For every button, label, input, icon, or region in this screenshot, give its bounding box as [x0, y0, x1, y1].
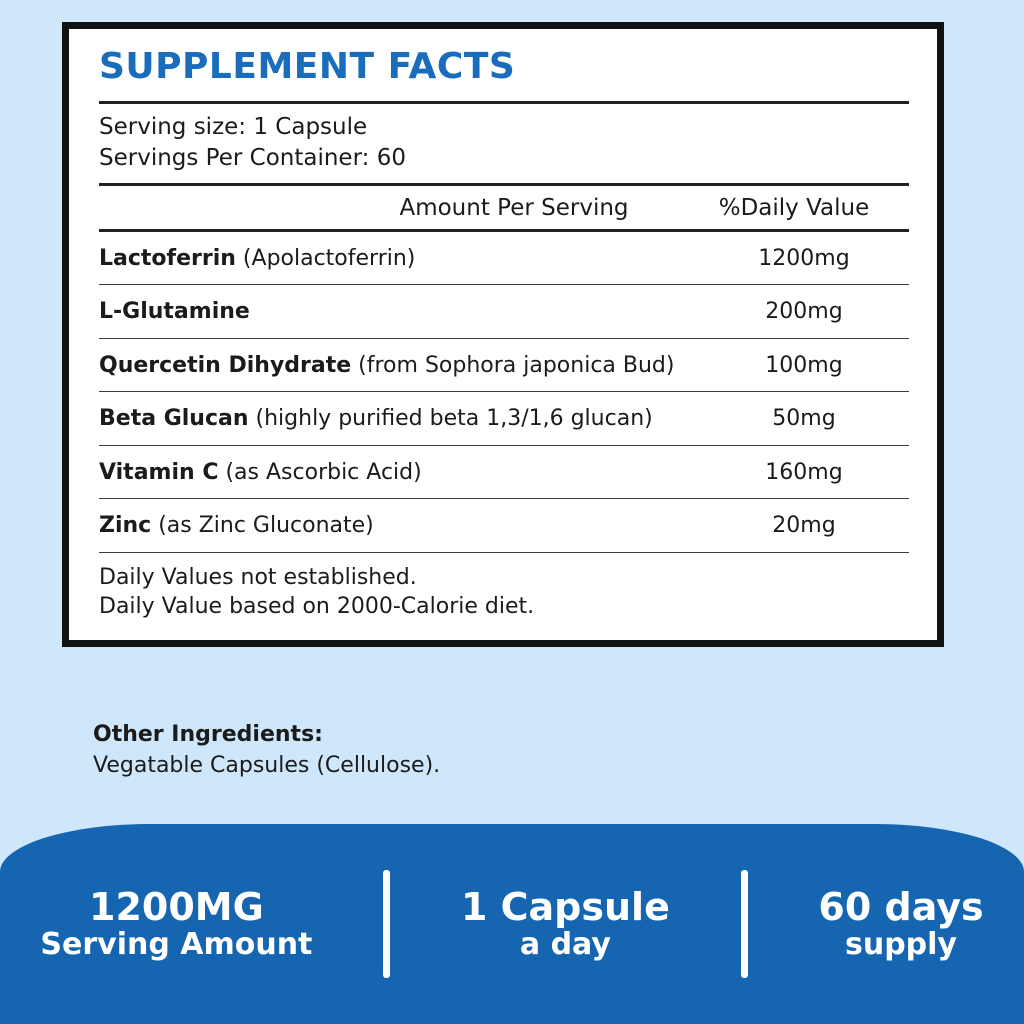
table-row — [99, 285, 909, 338]
ingredient-amount: 50mg — [772, 406, 836, 432]
banner-divider — [383, 870, 390, 978]
banner-item-supply-label: supply — [844, 927, 957, 963]
table-row — [99, 339, 909, 392]
banner-item-serving-amount — [30, 886, 322, 962]
ingredient-name-bold: L-Glutamine — [99, 299, 250, 325]
ingredient-name — [99, 512, 699, 540]
ingredient-name-detail: (highly purified beta 1,3/1,6 glucan) — [248, 406, 653, 432]
column-header-amount: Amount Per Serving — [399, 194, 629, 221]
ingredient-amount: 160mg — [765, 459, 843, 485]
ingredient-name-detail: (from Sophora japonica Bud) — [351, 352, 675, 378]
serving-info — [99, 104, 909, 183]
ingredient-name-bold: Vitamin C — [99, 459, 219, 485]
table-row — [99, 499, 909, 552]
ingredient-name — [99, 298, 699, 326]
table-row — [99, 392, 909, 445]
ingredient-name-bold: Lactoferrin — [99, 245, 236, 271]
banner-item-supply-value: 60 days — [818, 884, 984, 929]
column-headers — [99, 186, 909, 229]
other-ingredients-title: Other Ingredients: — [93, 722, 323, 747]
table-row — [99, 446, 909, 499]
footnote-calorie-diet: Daily Value based on 2000-Calorie diet. — [99, 594, 535, 620]
ingredient-name-bold: Quercetin Dihydrate — [99, 352, 352, 378]
ingredient-name-detail: (as Ascorbic Acid) — [218, 459, 422, 485]
ingredient-amount: 20mg — [772, 513, 836, 539]
ingredient-amount: 1200mg — [758, 245, 850, 271]
serving-size: Serving size: 1 Capsule — [99, 113, 368, 140]
page-title: SUPPLEMENT FACTS — [99, 46, 516, 87]
ingredient-amount: 200mg — [765, 299, 843, 325]
column-header-daily-value: %Daily Value — [718, 194, 870, 221]
table-row — [99, 232, 909, 285]
bottom-banner — [0, 824, 1024, 1024]
ingredient-name — [99, 245, 699, 273]
other-ingredients — [93, 720, 953, 782]
banner-item-serving-amount-label: Serving Amount — [40, 927, 313, 963]
ingredient-name-detail: (as Zinc Gluconate) — [151, 513, 374, 539]
supplement-facts-panel — [62, 22, 944, 647]
banner-item-dosage — [451, 886, 680, 962]
ingredient-name — [99, 405, 699, 433]
footnotes — [99, 553, 909, 626]
banner-item-serving-amount-value: 1200MG — [89, 884, 264, 929]
ingredient-name-detail: (Apolactoferrin) — [235, 245, 416, 271]
ingredient-name-bold: Zinc — [99, 513, 152, 539]
banner-item-dosage-label: a day — [519, 927, 611, 963]
ingredient-name-bold: Beta Glucan — [99, 406, 249, 432]
banner-item-dosage-value: 1 Capsule — [460, 884, 670, 929]
footnote-daily-values: Daily Values not established. — [99, 564, 417, 590]
banner-divider — [741, 870, 748, 978]
other-ingredients-text: Vegatable Capsules (Cellulose). — [93, 752, 441, 778]
ingredient-name — [99, 459, 699, 487]
ingredient-amount: 100mg — [765, 352, 843, 378]
ingredient-name — [99, 352, 699, 380]
servings-per-container: Servings Per Container: 60 — [99, 144, 406, 171]
banner-item-supply — [808, 886, 993, 962]
